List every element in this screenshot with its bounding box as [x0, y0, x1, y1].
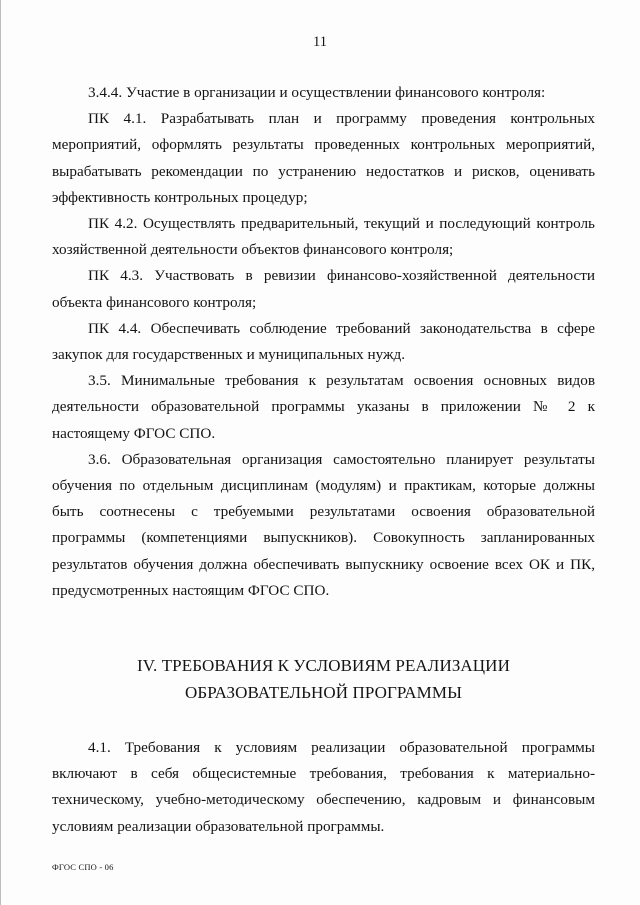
- section-heading-line-1: IV. ТРЕБОВАНИЯ К УСЛОВИЯМ РЕАЛИЗАЦИИ: [137, 656, 510, 675]
- paragraph-3-6: 3.6. Образовательная организация самостоятельно планирует результаты обучения по отдельным дисциплинам (модулям) и практикам, которые должны быть соотнесены с требуемыми результатами освоения образовательной программы (компетенциями выпускников). Совокупность запланированных результатов обучения должна обеспечивать выпускнику освоение всех ОК и ПК, предусмотренных настоящим ФГОС СПО.: [52, 450, 595, 599]
- paragraph-4-1: 4.1. Требования к условиям реализации образовательной программы включают в себя общесистемные требования, требования к материально-техническому, учебно-методическому обеспечению, кадровым и финансовым условиям реализации образовательной программы.: [52, 739, 595, 835]
- paragraph-pk-4-2: ПК 4.2. Осуществлять предварительный, текущий и последующий контроль хозяйственной деятельности объектов финансового контроля;: [52, 215, 595, 259]
- paragraph-pk-4-4: ПК 4.4. Обеспечивать соблюдение требований законодательства в сфере закупок для государственных и муниципальных нужд.: [52, 319, 595, 364]
- document-body: [52, 80, 595, 604]
- section-heading: [52, 652, 595, 706]
- footer-label: ФГОС СПО - 06: [52, 862, 114, 872]
- paragraph-3-5: 3.5. Минимальные требования к результатам освоения основных видов деятельности образовательной программы указаны в приложении № 2 к настоящему ФГОС СПО.: [52, 372, 595, 442]
- page-number: 11: [313, 34, 327, 50]
- paragraph-pk-4-1: ПК 4.1. Разрабатывать план и программу проведения контрольных мероприятий, оформлять результаты проведенных контрольных мероприятий, вырабатывать рекомендации по устранению недостатков и рисков, оценивать эффективность контрольных процедур;: [52, 110, 595, 206]
- section-heading-line-2: ОБРАЗОВАТЕЛЬНОЙ ПРОГРАММЫ: [184, 683, 463, 702]
- section-body: [52, 735, 595, 840]
- paragraph-3-4-4: 3.4.4. Участие в организации и осуществлении финансового контроля:: [88, 84, 546, 101]
- paragraph-pk-4-3: ПК 4.3. Участвовать в ревизии финансово-хозяйственной деятельности объекта финансового контроля;: [52, 267, 595, 311]
